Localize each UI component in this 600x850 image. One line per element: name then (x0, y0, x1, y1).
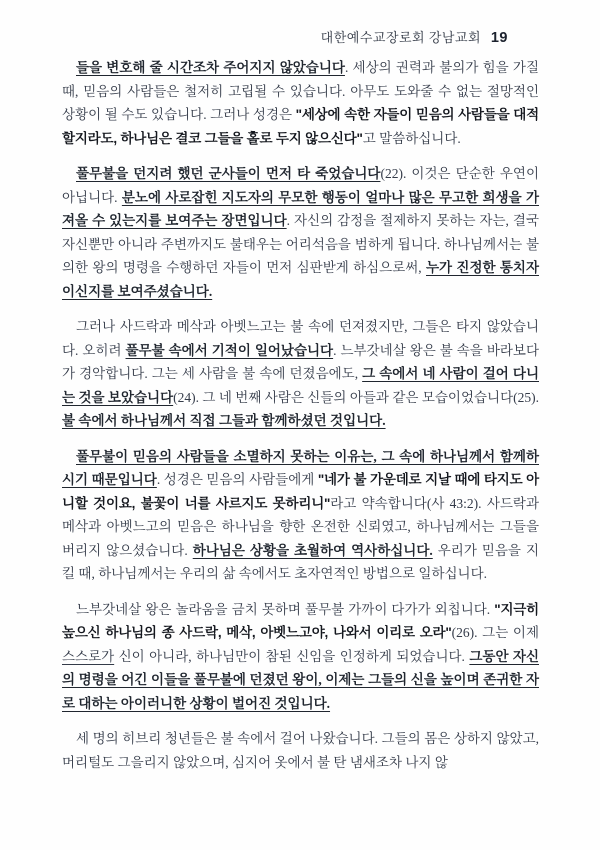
text-run: 그러나 사드락과 메삭과 아벳느고는 불 속에 던져졌지만, 그들은 타지 않았습니다. 오히려 (62, 319, 539, 358)
page-number: 19 (490, 30, 508, 46)
text-run: 세 명의 히브리 청년들은 불 속에서 걸어 나왔습니다. 그들의 몸은 상하지 않았고, 머리털도 그을리지 않았으며, 심지어 옷에서 불 탄 냄새조차 나지 않 (62, 731, 539, 770)
paragraph (62, 315, 539, 433)
text-run: 풀무불이 믿음의 사람들을 소멸하지 못하는 이유는, 그 속에 하나님께서 함께하시기 때문입니다 (62, 448, 539, 487)
paragraph (62, 162, 539, 303)
text-run: (24). 그 네 번째 사람은 신들의 아들과 같은 모습이었습니다(25). (173, 389, 539, 405)
text-run: . 느부갓네살 왕은 불 속을 바라보다가 경악합니다. 그는 세 사람을 불 속에 던졌음에도, (62, 342, 539, 381)
paragraph (62, 727, 539, 774)
text-run: 그 속에서 네 사람이 걸어 다니는 것을 보았습니다 (62, 366, 539, 405)
paragraph (62, 445, 539, 586)
text-run: "네가 불 가운데로 지날 때에 타지도 아니할 것이요, 불꽃이 너를 사르지도 못하리니" (62, 472, 540, 511)
text-run: 신이 아니라, 하나님만이 참된 신임을 인정하게 되었습니다. (114, 648, 470, 664)
document-body (62, 56, 539, 774)
text-run: 그동안 자신의 명령을 어긴 이들을 풀무불에 던졌던 왕이, 이제는 그들의 신을 높이며 존귀한 자로 대하는 아이러니한 상황이 벌어진 것입니다. (62, 648, 539, 711)
text-run: . 세상의 권력과 불의가 힘을 가질 때, 믿음의 사람들은 철저히 고립될 수 있습니다. 아무도 도와줄 수 없는 절망적인 상황이 될 수도 있습니다. 그러나 성경은 (62, 60, 539, 122)
text-run: "지극히 높으신 하나님의 종 사드락, 메삭, 아벳느고야, 나와서 이리로 오라" (62, 601, 539, 640)
church-name: 대한예수교장로회 강남교회 (320, 30, 482, 45)
text-run: 누가 진정한 통치자이신지를 보여주셨습니다. (62, 260, 539, 299)
text-run: 불 속에서 하나님께서 직접 그들과 함께하셨던 것입니다. (62, 413, 386, 428)
text-run: 느부갓네살 왕은 놀라움을 금치 못하며 풀무불 가까이 다가가 외칩니다. (76, 601, 495, 617)
text-run: "세상에 속한 자들이 믿음의 사람들을 대적할지라도, 하나님은 결코 그들을 홀로 두지 않으신다" (62, 107, 539, 146)
text-run: 우리가 믿음을 지킬 때, 하나님께서는 우리의 삶 속에서도 초자연적인 방법으로 일하십니다. (62, 542, 539, 581)
text-run: 고 말씀하십니다. (362, 130, 461, 146)
text-run: . 자신의 감정을 절제하지 못하는 자는, 결국 자신뿐만 아니라 주변까지도 불태우는 어리석음을 범하게 됩니다. 하나님께서는 불의한 왕의 명령을 수행하던 자들이 먼저 심판받게 하심으로써, (62, 213, 540, 275)
text-run: 풀무불을 던지려 했던 군사들이 먼저 타 죽었습니다 (76, 166, 381, 181)
text-run: (22). 이것은 단순한 우연이 아닙니다. (62, 166, 539, 205)
text-run: 스스로가 (62, 648, 115, 664)
text-run: . 성경은 믿음의 사람들에게 (156, 472, 318, 487)
paragraph (62, 598, 539, 716)
text-run: 풀무불 속에서 기적이 일어났습니다 (125, 342, 334, 358)
text-run: 라고 약속합니다(사 43:2). 사드락과 메삭과 아벳느고의 믿음은 하나님을 향한 온전한 신뢰였고, 하나님께서는 그들을 버리지 않으셨습니다. (62, 495, 539, 558)
text-run: 들을 변호해 줄 시간조차 주어지지 않았습니다 (76, 60, 345, 75)
running-header (321, 27, 508, 46)
text-run: (26). 그는 이제 (451, 625, 540, 640)
paragraph (62, 56, 539, 150)
text-run: 하나님은 상황을 초월하여 역사하십니다. (192, 542, 433, 558)
text-run: 분노에 사로잡힌 지도자의 무모한 행동이 얼마나 많은 무고한 희생을 가져올 수 있는지를 보여주는 장면입니다 (62, 189, 539, 228)
